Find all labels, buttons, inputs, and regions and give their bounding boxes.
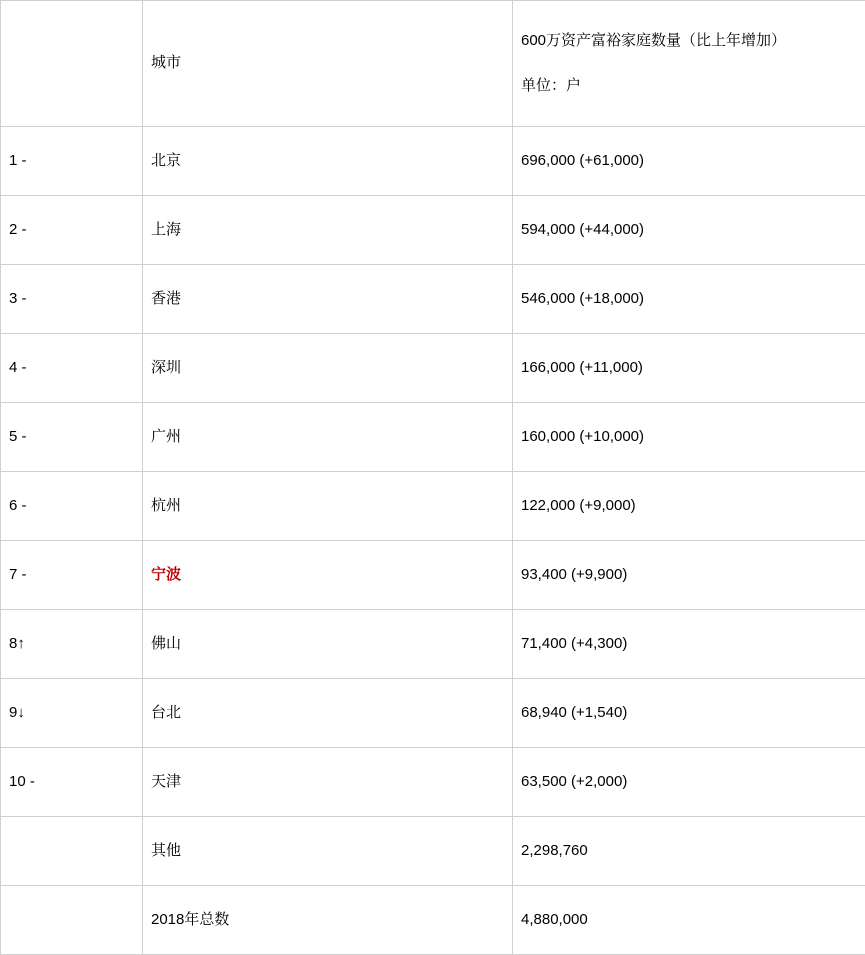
header-value-cell [513, 1, 865, 127]
value-cell: 2,298,760 [513, 817, 865, 886]
table-row [1, 817, 865, 886]
rank-cell: 7 - [1, 541, 143, 610]
rank-cell: 1 - [1, 127, 143, 196]
rank-cell [1, 886, 143, 955]
city-label-highlighted: 宁波 [151, 566, 181, 583]
rank-cell: 10 - [1, 748, 143, 817]
rank-cell: 2 - [1, 196, 143, 265]
header-rank-cell [1, 1, 143, 127]
table-row [1, 127, 865, 196]
value-cell: 594,000 (+44,000) [513, 196, 865, 265]
value-cell: 4,880,000 [513, 886, 865, 955]
header-value-line1: 600万资产富裕家庭数量（比上年增加） [521, 30, 857, 53]
city-cell: 2018年总数 [143, 886, 513, 955]
table-row [1, 541, 865, 610]
table-row [1, 610, 865, 679]
table-body [1, 1, 865, 955]
rank-cell: 4 - [1, 334, 143, 403]
rank-cell: 9↓ [1, 679, 143, 748]
rank-cell: 8↑ [1, 610, 143, 679]
header-city-cell: 城市 [143, 1, 513, 127]
value-cell: 93,400 (+9,900) [513, 541, 865, 610]
rank-cell: 3 - [1, 265, 143, 334]
city-cell: 天津 [143, 748, 513, 817]
table-header-row [1, 1, 865, 127]
city-cell: 杭州 [143, 472, 513, 541]
city-cell: 北京 [143, 127, 513, 196]
table-row [1, 403, 865, 472]
city-cell: 深圳 [143, 334, 513, 403]
table-row [1, 679, 865, 748]
value-cell: 71,400 (+4,300) [513, 610, 865, 679]
value-cell: 68,940 (+1,540) [513, 679, 865, 748]
city-cell: 佛山 [143, 610, 513, 679]
table-row [1, 886, 865, 955]
value-cell: 696,000 (+61,000) [513, 127, 865, 196]
city-cell [143, 541, 513, 610]
rank-cell: 6 - [1, 472, 143, 541]
city-cell: 台北 [143, 679, 513, 748]
value-cell: 546,000 (+18,000) [513, 265, 865, 334]
rank-cell [1, 817, 143, 886]
value-cell: 166,000 (+11,000) [513, 334, 865, 403]
header-value-line2: 单位：户 [521, 75, 857, 98]
city-cell: 广州 [143, 403, 513, 472]
value-cell: 160,000 (+10,000) [513, 403, 865, 472]
value-cell: 63,500 (+2,000) [513, 748, 865, 817]
rank-cell: 5 - [1, 403, 143, 472]
city-cell: 其他 [143, 817, 513, 886]
table-row [1, 472, 865, 541]
city-cell: 香港 [143, 265, 513, 334]
value-cell: 122,000 (+9,000) [513, 472, 865, 541]
table-row [1, 748, 865, 817]
table-row [1, 265, 865, 334]
table-row [1, 196, 865, 265]
table-row [1, 334, 865, 403]
city-cell: 上海 [143, 196, 513, 265]
